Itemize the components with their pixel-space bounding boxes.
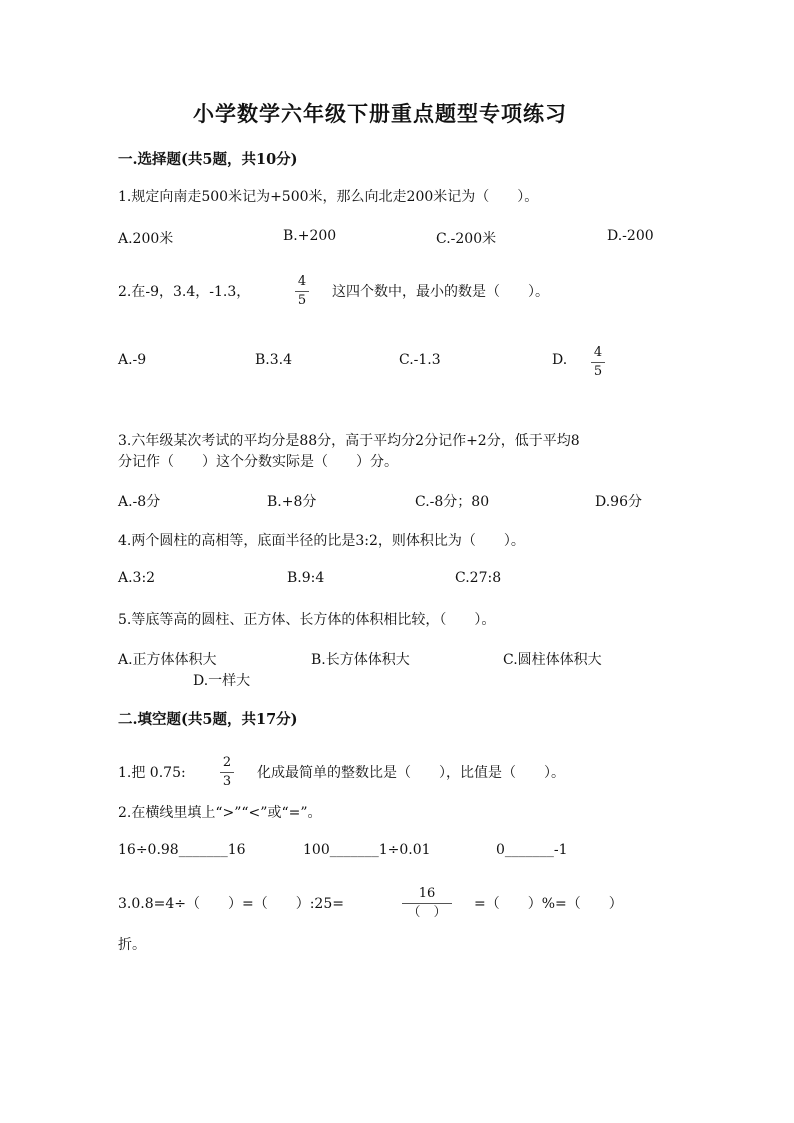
- fraction-numerator: 2: [222, 755, 232, 770]
- fraction-denominator: 3: [222, 774, 232, 789]
- fill-question-3-prefix: 3.0.8=4÷（ ）=（ ）:25=: [118, 896, 344, 912]
- fraction-denominator: 5: [593, 364, 603, 379]
- q5-option-d: D.一样大: [193, 673, 251, 689]
- q2-option-c: C.-1.3: [399, 352, 441, 368]
- question-5: 5.等底等高的圆柱、正方体、长方体的体积相比较，（ ）。: [118, 612, 496, 628]
- q2-option-d-fraction: [591, 346, 605, 379]
- question-2-suffix: 这四个数中，最小的数是（ ）。: [332, 284, 549, 300]
- q4-option-b: B.9:4: [287, 570, 325, 586]
- q1-option-b: B.+200: [283, 228, 337, 244]
- question-1: 1.规定向南走500米记为+500米，那么向北走200米记为（ ）。: [118, 189, 539, 205]
- q2-option-d: D.: [552, 352, 568, 368]
- compare-item-2: 100_______1÷0.01: [303, 842, 431, 858]
- q3-option-c: C.-8分；80: [415, 494, 490, 510]
- fill-q1-fraction: [220, 756, 234, 789]
- question-3-line2: 分记作（ ）这个分数实际是（ ）分。: [118, 454, 398, 470]
- fraction-denominator: （ ）: [407, 905, 447, 920]
- fraction-numerator: 4: [297, 274, 307, 289]
- q5-option-c: C.圆柱体体积大: [503, 652, 602, 668]
- page-title: 小学数学六年级下册重点题型专项练习: [193, 101, 567, 126]
- fill-question-3-suffix: =（ ）%=（ ）: [474, 896, 623, 912]
- fill-question-1-suffix: 化成最简单的整数比是（ ），比值是（ ）。: [257, 765, 565, 781]
- fraction-numerator: 4: [593, 345, 603, 360]
- q3-option-a: A.-8分: [118, 494, 161, 510]
- q2-option-a: A.-9: [118, 352, 147, 368]
- fraction-bar: [295, 291, 309, 292]
- fraction-bar: [220, 772, 234, 773]
- q4-option-c: C.27:8: [455, 570, 502, 586]
- question-2-prefix: 2.在-9，3.4，-1.3，: [118, 284, 251, 300]
- fill-q3-fraction: [402, 887, 452, 920]
- q2-fraction: [295, 275, 309, 308]
- compare-item-1: 16÷0.98_______16: [118, 842, 246, 858]
- q3-option-d: D.96分: [595, 494, 642, 510]
- fraction-numerator: 16: [418, 886, 436, 901]
- q2-option-b: B.3.4: [255, 352, 293, 368]
- q5-option-a: A.正方体体积大: [118, 652, 217, 668]
- compare-item-3: 0_______-1: [496, 842, 568, 858]
- section-heading-fill: 二.填空题(共5题，共17分): [118, 711, 298, 728]
- q1-option-c: C.-200米: [436, 231, 497, 247]
- q1-option-a: A.200米: [118, 231, 174, 247]
- q3-option-b: B.+8分: [267, 494, 317, 510]
- fill-question-2: 2.在横线里填上“>”“<”或“=”。: [118, 805, 322, 821]
- question-3-line1: 3.六年级某次考试的平均分是88分，高于平均分2分记作+2分，低于平均8: [118, 433, 580, 449]
- fraction-bar: [591, 362, 605, 363]
- fraction-denominator: 5: [297, 293, 307, 308]
- q5-option-b: B.长方体体积大: [311, 652, 410, 668]
- section-heading-choice: 一.选择题(共5题，共10分): [118, 151, 298, 168]
- question-4: 4.两个圆柱的高相等，底面半径的比是3:2，则体积比为（ ）。: [118, 533, 525, 549]
- fill-question-1-prefix: 1.把 0.75:: [118, 765, 186, 781]
- fill-question-3-line2: 折。: [118, 937, 146, 953]
- fraction-bar: [402, 903, 452, 904]
- q4-option-a: A.3:2: [118, 570, 156, 586]
- q1-option-d: D.-200: [607, 228, 654, 244]
